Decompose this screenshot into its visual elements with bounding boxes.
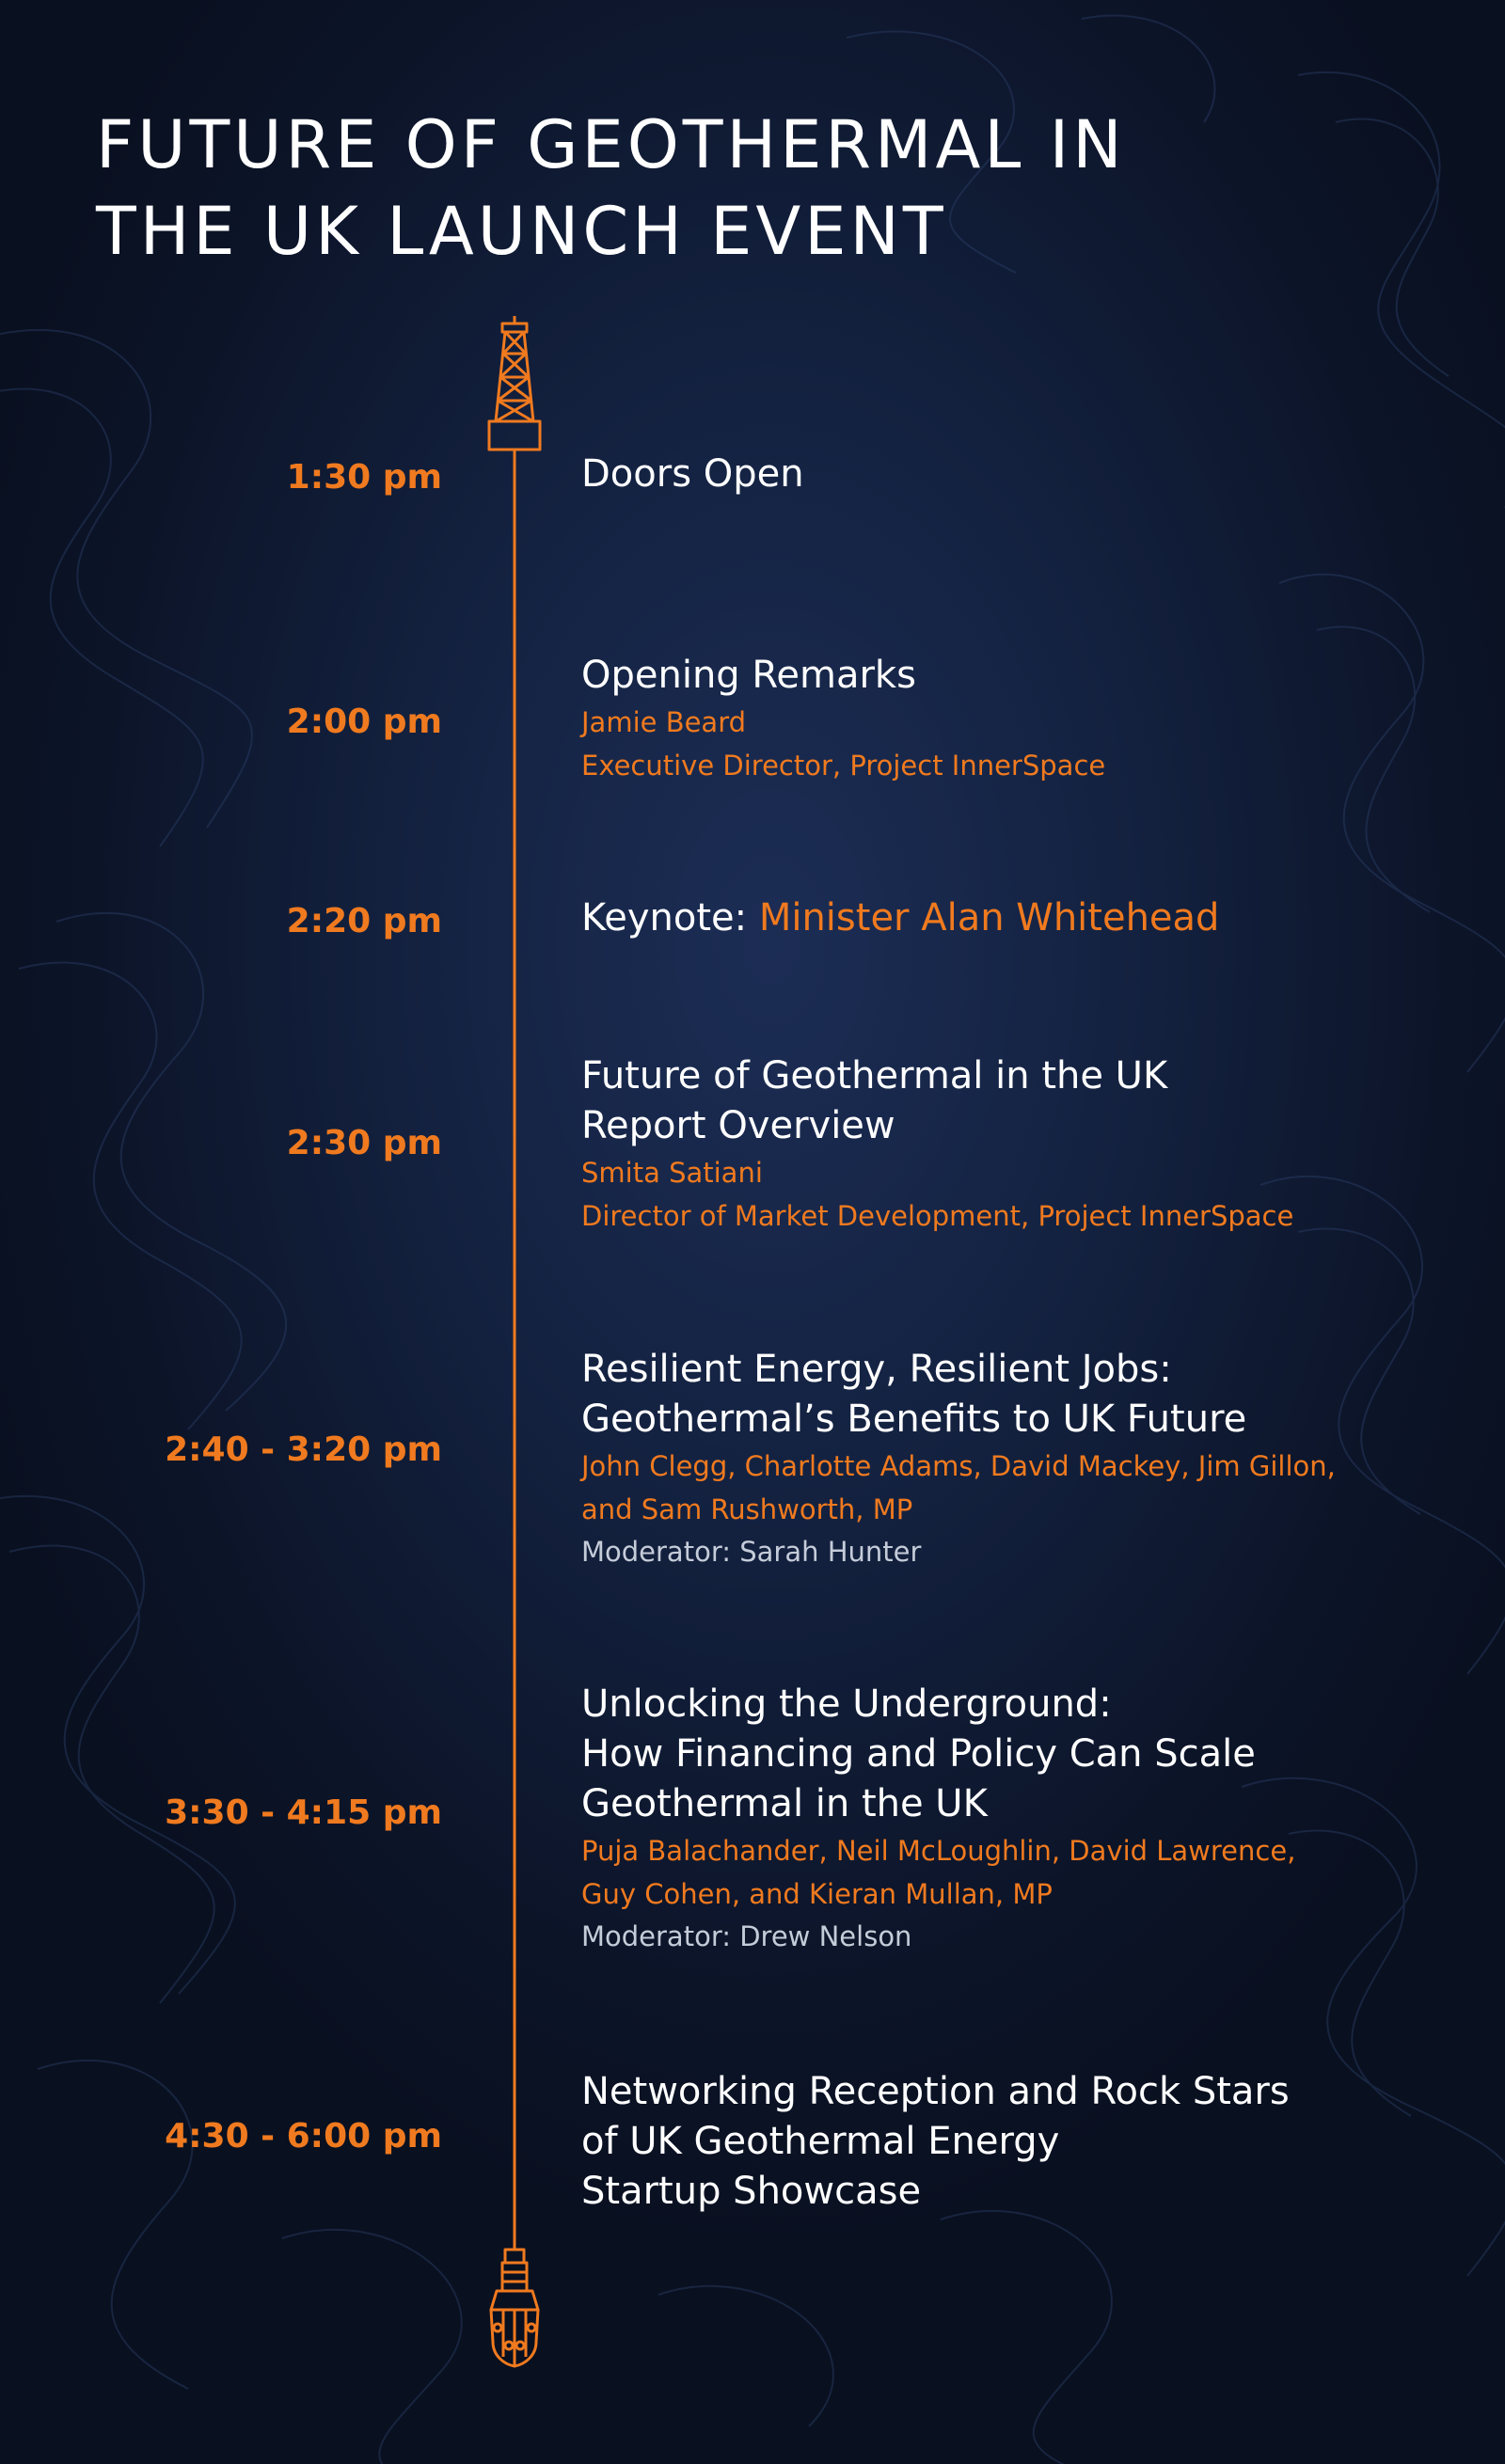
drill-bit-icon (491, 2250, 538, 2366)
speaker-line: Guy Cohen, and Kieran Mullan, MP (581, 1878, 1053, 1910)
agenda-item-opening-remarks (581, 651, 1428, 787)
title-line: Future of Geothermal in the UK (581, 1054, 1168, 1098)
speaker-list (581, 1151, 1428, 1238)
title-line: Startup Showcase (581, 2170, 922, 2213)
agenda-item-title (581, 893, 1428, 943)
agenda-time: 2:20 pm (286, 902, 442, 940)
title-line: Geothermal in the UK (581, 1782, 988, 1825)
speaker-line: Director of Market Development, Project InnerSpace (581, 1200, 1294, 1232)
agenda-item-resilient-energy (581, 1345, 1428, 1572)
speaker-list (581, 701, 1428, 787)
title-line: How Financing and Policy Can Scale (581, 1732, 1256, 1776)
title-line: Doors Open (581, 452, 804, 496)
speaker-line: Puja Balachander, Neil McLoughlin, David Lawrence, (581, 1835, 1296, 1867)
agenda-time: 2:00 pm (286, 703, 442, 741)
speaker-line: John Clegg, Charlotte Adams, David Mackey, Jim Gillon, (581, 1450, 1336, 1482)
title-line: Geothermal’s Benefits to UK Future (581, 1398, 1247, 1441)
agenda-item-title (581, 1680, 1428, 1829)
speaker-list (581, 1829, 1428, 1916)
agenda-item-title (581, 1345, 1428, 1445)
agenda-item-doors-open (581, 450, 1428, 499)
moderator: Moderator: Sarah Hunter (581, 1536, 922, 1568)
agenda-time: 2:40 - 3:20 pm (165, 1430, 442, 1469)
agenda-time: 4:30 - 6:00 pm (165, 2117, 442, 2156)
agenda-time: 3:30 - 4:15 pm (165, 1793, 442, 1832)
title-line: Report Overview (581, 1104, 895, 1147)
title-line: Opening Remarks (581, 654, 916, 697)
speaker-line: Executive Director, Project InnerSpace (581, 750, 1106, 782)
agenda-time: 2:30 pm (286, 1124, 442, 1162)
drilling-rig-icon (489, 316, 540, 450)
title-line: of UK Geothermal Energy (581, 2120, 1060, 2163)
title-line: Unlocking the Underground: (581, 1682, 1112, 1726)
keynote-speaker: Minister Alan Whitehead (758, 896, 1220, 940)
title-line: THE UK LAUNCH EVENT (96, 193, 947, 270)
agenda-item-networking-reception (581, 2067, 1428, 2217)
speaker-line: Jamie Beard (581, 706, 747, 738)
agenda-item-keynote (581, 893, 1428, 943)
speaker-list (581, 1445, 1428, 1531)
speaker-line: Smita Satiani (581, 1157, 763, 1189)
agenda-item-report-overview (581, 1051, 1428, 1238)
speaker-line: and Sam Rushworth, MP (581, 1493, 913, 1525)
title-line: Resilient Energy, Resilient Jobs: (581, 1348, 1172, 1391)
agenda-item-unlocking-underground (581, 1680, 1428, 1957)
keynote-label: Keynote: (581, 896, 759, 940)
moderator: Moderator: Drew Nelson (581, 1920, 912, 1952)
agenda-item-title (581, 450, 1428, 499)
agenda-item-title (581, 651, 1428, 701)
title-line: FUTURE OF GEOTHERMAL IN (96, 106, 1126, 183)
agenda-item-title (581, 2067, 1428, 2217)
agenda-item-title (581, 1051, 1428, 1151)
agenda-time: 1:30 pm (286, 458, 442, 497)
title-line: Networking Reception and Rock Stars (581, 2070, 1290, 2113)
